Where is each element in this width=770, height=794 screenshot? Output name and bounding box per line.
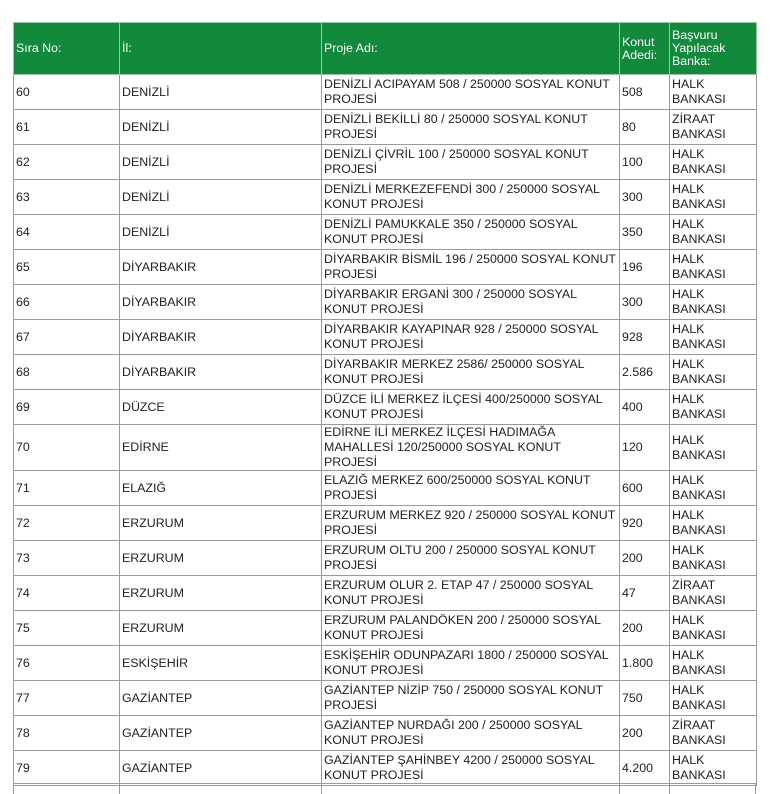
banka-cell: HALK BANKASI <box>670 390 757 425</box>
banka-cell: HALK BANKASI <box>670 646 757 681</box>
sira-no-cell: 77 <box>14 681 120 716</box>
sira-no-cell: 72 <box>14 506 120 541</box>
il-cell: GAZİANTEP <box>120 681 322 716</box>
il-cell: ERZURUM <box>120 541 322 576</box>
proje-adi-cell: ERZURUM OLUR 2. ETAP 47 / 250000 SOSYAL KONUT PROJESİ <box>322 576 620 611</box>
table-row <box>14 751 757 786</box>
proje-adi-cell: ERZURUM PALANDÖKEN 200 / 250000 SOSYAL KONUT PROJESİ <box>322 611 620 646</box>
sira-no-cell: 64 <box>14 215 120 250</box>
banka-cell: ZİRAAT BANKASI <box>670 716 757 751</box>
proje-adi-cell: GAZİANTEP ŞAHİNBEY 4200 / 250000 SOSYAL KONUT PROJESİ <box>322 751 620 786</box>
table-row <box>14 75 757 110</box>
sira-no-cell: 75 <box>14 611 120 646</box>
konut-adedi-cell: 920 <box>620 506 670 541</box>
konut-adedi-cell: 400 <box>620 390 670 425</box>
il-cell: DENİZLİ <box>120 110 322 145</box>
il-cell: ERZURUM <box>120 611 322 646</box>
banka-cell: HALK BANKASI <box>670 145 757 180</box>
header-sira-no: Sıra No: <box>14 23 120 75</box>
proje-adi-cell: GAZİANTEP NURDAĞI 200 / 250000 SOSYAL KONUT PROJESİ <box>322 716 620 751</box>
il-cell: GAZİANTEP <box>120 751 322 786</box>
sira-no-cell: 74 <box>14 576 120 611</box>
sira-no-cell: 68 <box>14 355 120 390</box>
il-cell: DİYARBAKIR <box>120 250 322 285</box>
banka-cell: ZİRAAT BANKASI <box>670 110 757 145</box>
konut-adedi-cell: 350 <box>620 215 670 250</box>
konut-adedi-cell: 928 <box>620 320 670 355</box>
sira-no-cell: 70 <box>14 425 120 471</box>
proje-adi-cell: DİYARBAKIR KAYAPINAR 928 / 250000 SOSYAL KONUT PROJESİ <box>322 320 620 355</box>
il-cell: DİYARBAKIR <box>120 320 322 355</box>
table-row <box>14 471 757 506</box>
proje-adi-cell: DİYARBAKIR ERGANİ 300 / 250000 SOSYAL KONUT PROJESİ <box>322 285 620 320</box>
il-cell: DENİZLİ <box>120 145 322 180</box>
banka-cell: HALK BANKASI <box>670 541 757 576</box>
konut-adedi-cell: 47 <box>620 576 670 611</box>
proje-adi-cell: DENİZLİ PAMUKKALE 350 / 250000 SOSYAL KONUT PROJESİ <box>322 215 620 250</box>
sira-no-cell: 63 <box>14 180 120 215</box>
table-row <box>14 576 757 611</box>
table-row <box>14 425 757 471</box>
sira-no-cell: 65 <box>14 250 120 285</box>
sira-no-cell: 71 <box>14 471 120 506</box>
table-row <box>14 390 757 425</box>
banka-cell: HALK BANKASI <box>670 355 757 390</box>
table-row <box>14 646 757 681</box>
banka-cell: HALK BANKASI <box>670 285 757 320</box>
proje-adi-cell: EDİRNE İLİ MERKEZ İLÇESİ HADIMAĞA MAHALLESİ 120/250000 SOSYAL KONUT PROJESİ <box>322 425 620 471</box>
il-cell: ESKİŞEHİR <box>120 646 322 681</box>
proje-adi-cell: DÜZCE İLİ MERKEZ İLÇESİ 400/250000 SOSYAL KONUT PROJESİ <box>322 390 620 425</box>
table-body <box>14 75 757 786</box>
konut-adedi-cell: 300 <box>620 285 670 320</box>
il-cell: EDİRNE <box>120 425 322 471</box>
sira-no-cell: 62 <box>14 145 120 180</box>
table-row <box>14 355 757 390</box>
konut-adedi-cell: 80 <box>620 110 670 145</box>
table-header-row <box>14 23 757 75</box>
konut-adedi-cell: 1.800 <box>620 646 670 681</box>
konut-adedi-cell: 100 <box>620 145 670 180</box>
proje-adi-cell: DİYARBAKIR MERKEZ 2586/ 250000 SOSYAL KONUT PROJESİ <box>322 355 620 390</box>
konut-adedi-cell: 750 <box>620 681 670 716</box>
il-cell: ELAZIĞ <box>120 471 322 506</box>
banka-cell: HALK BANKASI <box>670 425 757 471</box>
housing-projects-table <box>13 22 757 786</box>
proje-adi-cell: ERZURUM OLTU 200 / 250000 SOSYAL KONUT PROJESİ <box>322 541 620 576</box>
proje-adi-cell: ERZURUM MERKEZ 920 / 250000 SOSYAL KONUT PROJESİ <box>322 506 620 541</box>
banka-cell: HALK BANKASI <box>670 611 757 646</box>
sira-no-cell: 78 <box>14 716 120 751</box>
banka-cell: HALK BANKASI <box>670 75 757 110</box>
banka-cell: HALK BANKASI <box>670 250 757 285</box>
konut-adedi-cell: 200 <box>620 611 670 646</box>
il-cell: ERZURUM <box>120 506 322 541</box>
proje-adi-cell: ESKİŞEHİR ODUNPAZARI 1800 / 250000 SOSYAL KONUT PROJESİ <box>322 646 620 681</box>
proje-adi-cell: GAZİANTEP NİZİP 750 / 250000 SOSYAL KONUT PROJESİ <box>322 681 620 716</box>
banka-cell: HALK BANKASI <box>670 215 757 250</box>
table-row <box>14 285 757 320</box>
proje-adi-cell: DENİZLİ MERKEZEFENDİ 300 / 250000 SOSYAL KONUT PROJESİ <box>322 180 620 215</box>
il-cell: DİYARBAKIR <box>120 355 322 390</box>
konut-adedi-cell: 4.200 <box>620 751 670 786</box>
konut-adedi-cell: 196 <box>620 250 670 285</box>
proje-adi-cell: DENİZLİ BEKİLLİ 80 / 250000 SOSYAL KONUT PROJESİ <box>322 110 620 145</box>
header-konut-adedi: Konut Adedi: <box>620 23 670 75</box>
proje-adi-cell: DENİZLİ ACIPAYAM 508 / 250000 SOSYAL KONUT PROJESİ <box>322 75 620 110</box>
il-cell: GAZİANTEP <box>120 716 322 751</box>
il-cell: DİYARBAKIR <box>120 285 322 320</box>
konut-adedi-cell: 2.586 <box>620 355 670 390</box>
table-row <box>14 541 757 576</box>
banka-cell: HALK BANKASI <box>670 681 757 716</box>
konut-adedi-cell: 300 <box>620 180 670 215</box>
header-basvuru-banka: Başvuru Yapılacak Banka: <box>670 23 757 75</box>
konut-adedi-cell: 200 <box>620 541 670 576</box>
proje-adi-cell: DİYARBAKIR BİSMİL 196 / 250000 SOSYAL KONUT PROJESİ <box>322 250 620 285</box>
il-cell: DENİZLİ <box>120 75 322 110</box>
konut-adedi-cell: 508 <box>620 75 670 110</box>
konut-adedi-cell: 120 <box>620 425 670 471</box>
partial-next-row <box>13 783 756 794</box>
konut-adedi-cell: 600 <box>620 471 670 506</box>
sira-no-cell: 76 <box>14 646 120 681</box>
banka-cell: HALK BANKASI <box>670 471 757 506</box>
sira-no-cell: 67 <box>14 320 120 355</box>
table-row <box>14 250 757 285</box>
table-row <box>14 110 757 145</box>
proje-adi-cell: DENİZLİ ÇİVRİL 100 / 250000 SOSYAL KONUT PROJESİ <box>322 145 620 180</box>
header-il: İl: <box>120 23 322 75</box>
header-proje-adi: Proje Adı: <box>322 23 620 75</box>
table-row <box>14 145 757 180</box>
sira-no-cell: 73 <box>14 541 120 576</box>
il-cell: DENİZLİ <box>120 180 322 215</box>
proje-adi-cell: ELAZIĞ MERKEZ 600/250000 SOSYAL KONUT PROJESİ <box>322 471 620 506</box>
table-row <box>14 180 757 215</box>
il-cell: DENİZLİ <box>120 215 322 250</box>
sira-no-cell: 61 <box>14 110 120 145</box>
table-row <box>14 215 757 250</box>
banka-cell: HALK BANKASI <box>670 320 757 355</box>
sira-no-cell: 79 <box>14 751 120 786</box>
table-row <box>14 716 757 751</box>
banka-cell: HALK BANKASI <box>670 506 757 541</box>
banka-cell: HALK BANKASI <box>670 180 757 215</box>
konut-adedi-cell: 200 <box>620 716 670 751</box>
il-cell: ERZURUM <box>120 576 322 611</box>
table-row <box>14 611 757 646</box>
table-row <box>14 320 757 355</box>
sira-no-cell: 66 <box>14 285 120 320</box>
sira-no-cell: 60 <box>14 75 120 110</box>
table-row <box>14 681 757 716</box>
table-row <box>14 506 757 541</box>
sira-no-cell: 69 <box>14 390 120 425</box>
banka-cell: HALK BANKASI <box>670 751 757 786</box>
banka-cell: ZİRAAT BANKASI <box>670 576 757 611</box>
il-cell: DÜZCE <box>120 390 322 425</box>
